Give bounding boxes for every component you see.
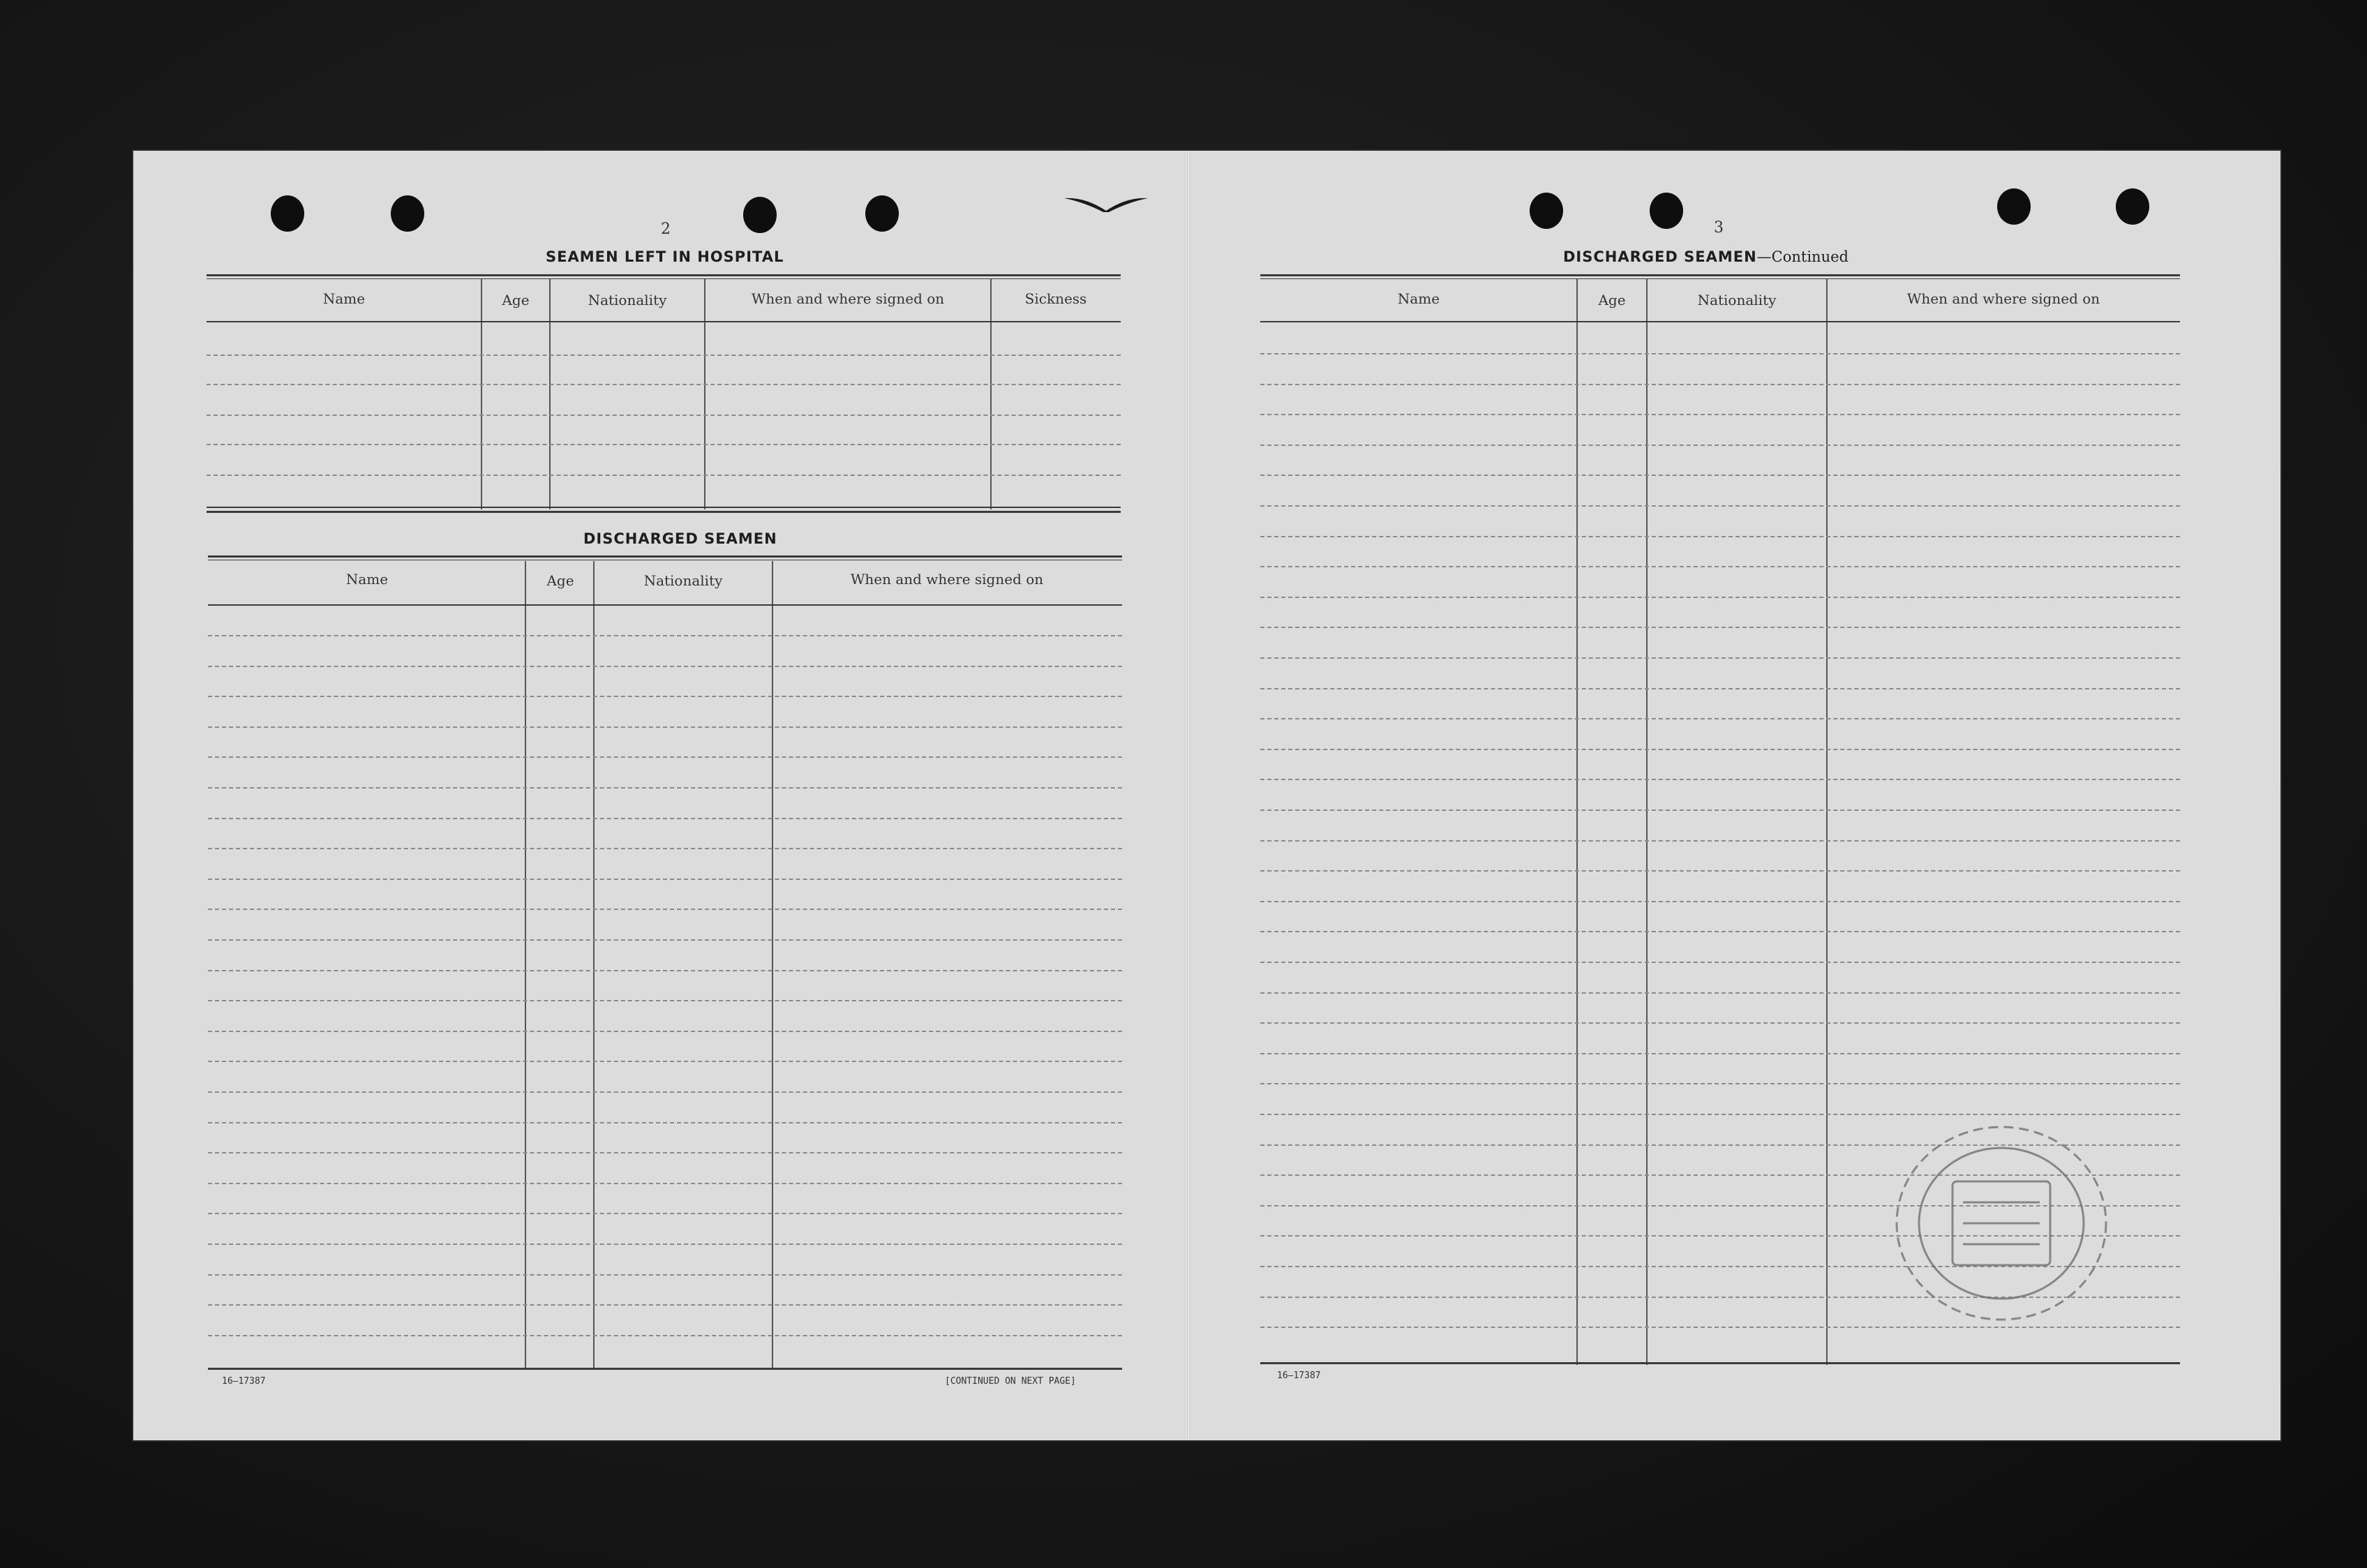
table-row — [208, 1244, 1122, 1245]
hospital-col-name: Name — [322, 290, 366, 307]
table-row — [208, 726, 1122, 728]
table-row — [1260, 627, 2180, 628]
customs-stamp — [1886, 1115, 2116, 1331]
table-row — [208, 879, 1122, 880]
continued-bottom-rule — [1260, 1362, 2180, 1364]
table-row — [208, 787, 1122, 789]
table-row — [208, 1031, 1122, 1032]
table-row — [1260, 870, 2180, 872]
table-row — [1260, 536, 2180, 537]
table-row — [207, 475, 1121, 476]
discharged-header-rule — [208, 604, 1122, 606]
table-row — [207, 354, 1121, 356]
table-row — [1260, 1022, 2180, 1024]
table-row — [1260, 779, 2180, 780]
table-row — [208, 1061, 1122, 1062]
punch-hole — [865, 195, 899, 232]
table-row — [208, 1000, 1122, 1001]
table-row — [1260, 688, 2180, 689]
table-row — [207, 415, 1121, 416]
table-row — [208, 970, 1122, 971]
hospital-col-signed-on: When and where signed on — [751, 290, 945, 307]
hospital-top-rule — [207, 274, 1121, 276]
continued-top-rule — [1260, 278, 2180, 279]
continued-col-divider — [1646, 279, 1648, 1365]
hospital-section-title: SEAMEN LEFT IN HOSPITAL — [546, 248, 784, 265]
hospital-top-rule — [207, 278, 1121, 279]
hospital-col-age: Age — [502, 292, 530, 308]
continued-col-divider — [1826, 279, 1828, 1365]
continued-col-name: Name — [1397, 290, 1440, 307]
table-row — [208, 1274, 1122, 1276]
discharged-continued-title — [1563, 248, 1849, 265]
discharged-col-age: Age — [546, 572, 574, 589]
hospital-col-nationality: Nationality — [588, 292, 667, 308]
table-row — [208, 756, 1122, 758]
discharged-top-rule — [208, 555, 1122, 558]
table-row — [208, 1213, 1122, 1214]
hospital-col-sickness: Sickness — [1024, 290, 1087, 307]
punch-hole — [1530, 193, 1563, 229]
binder-clip-shadow — [1064, 194, 1148, 212]
table-row — [208, 1091, 1122, 1093]
table-row — [208, 1122, 1122, 1123]
table-row — [1260, 992, 2180, 994]
continued-col-age: Age — [1598, 292, 1626, 308]
continued-suffix: —Continued — [1756, 248, 1849, 265]
discharged-section-title: DISCHARGED SEAMEN — [583, 530, 777, 547]
punch-hole — [2116, 188, 2149, 225]
discharged-col-signed-on: When and where signed on — [850, 571, 1044, 588]
hospital-header-rule — [207, 321, 1121, 322]
discharged-bottom-rule — [208, 1368, 1122, 1370]
table-row — [1260, 414, 2180, 415]
table-row — [208, 818, 1122, 819]
table-row — [208, 696, 1122, 697]
discharged-col-divider — [525, 561, 526, 1369]
table-row — [1260, 566, 2180, 567]
discharged-col-nationality: Nationality — [643, 572, 723, 589]
form-number: 16—17387 — [222, 1376, 266, 1387]
table-row — [1260, 901, 2180, 902]
table-row — [208, 848, 1122, 849]
hospital-bottom-rule — [207, 507, 1121, 508]
punch-hole — [271, 195, 304, 232]
table-row — [1260, 1083, 2180, 1084]
table-row — [207, 444, 1121, 445]
table-row — [1260, 445, 2180, 446]
discharged-col-name: Name — [345, 571, 389, 588]
table-row — [208, 635, 1122, 636]
discharged-col-divider — [772, 561, 773, 1369]
table-row — [207, 384, 1121, 385]
table-row — [1260, 505, 2180, 507]
table-row — [1260, 597, 2180, 598]
table-row — [1260, 718, 2180, 719]
table-row — [1260, 840, 2180, 842]
continued-top-rule — [1260, 274, 2180, 276]
table-row — [208, 666, 1122, 667]
table-row — [208, 939, 1122, 941]
table-row — [208, 1335, 1122, 1336]
table-row — [1260, 384, 2180, 385]
table-row — [1260, 749, 2180, 750]
table-row — [208, 1152, 1122, 1153]
table-row — [1260, 931, 2180, 932]
punch-hole — [391, 195, 424, 232]
continued-col-nationality: Nationality — [1697, 292, 1777, 308]
table-row — [1260, 657, 2180, 659]
page-number: 2 — [661, 221, 671, 238]
hospital-bottom-rule — [207, 511, 1121, 513]
table-row — [208, 909, 1122, 910]
punch-hole — [1997, 188, 2031, 225]
continued-col-signed-on: When and where signed on — [1906, 290, 2100, 307]
table-row — [208, 1183, 1122, 1184]
punch-hole — [743, 197, 777, 233]
table-row — [1260, 962, 2180, 963]
discharged-continued-title-text: DISCHARGED SEAMEN — [1563, 248, 1757, 265]
continued-header-rule — [1260, 321, 2180, 322]
table-row — [1260, 1053, 2180, 1054]
table-row — [1260, 475, 2180, 476]
table-row — [1260, 353, 2180, 354]
center-fold — [1187, 151, 1190, 1440]
continued-col-divider — [1576, 279, 1578, 1365]
form-number: 16—17387 — [1277, 1371, 1321, 1381]
continued-note: [CONTINUED ON NEXT PAGE] — [945, 1376, 1076, 1387]
table-row — [1260, 809, 2180, 811]
punch-hole — [1650, 193, 1683, 229]
discharged-col-divider — [593, 561, 595, 1369]
table-row — [208, 1304, 1122, 1306]
page-number: 3 — [1714, 219, 1724, 237]
